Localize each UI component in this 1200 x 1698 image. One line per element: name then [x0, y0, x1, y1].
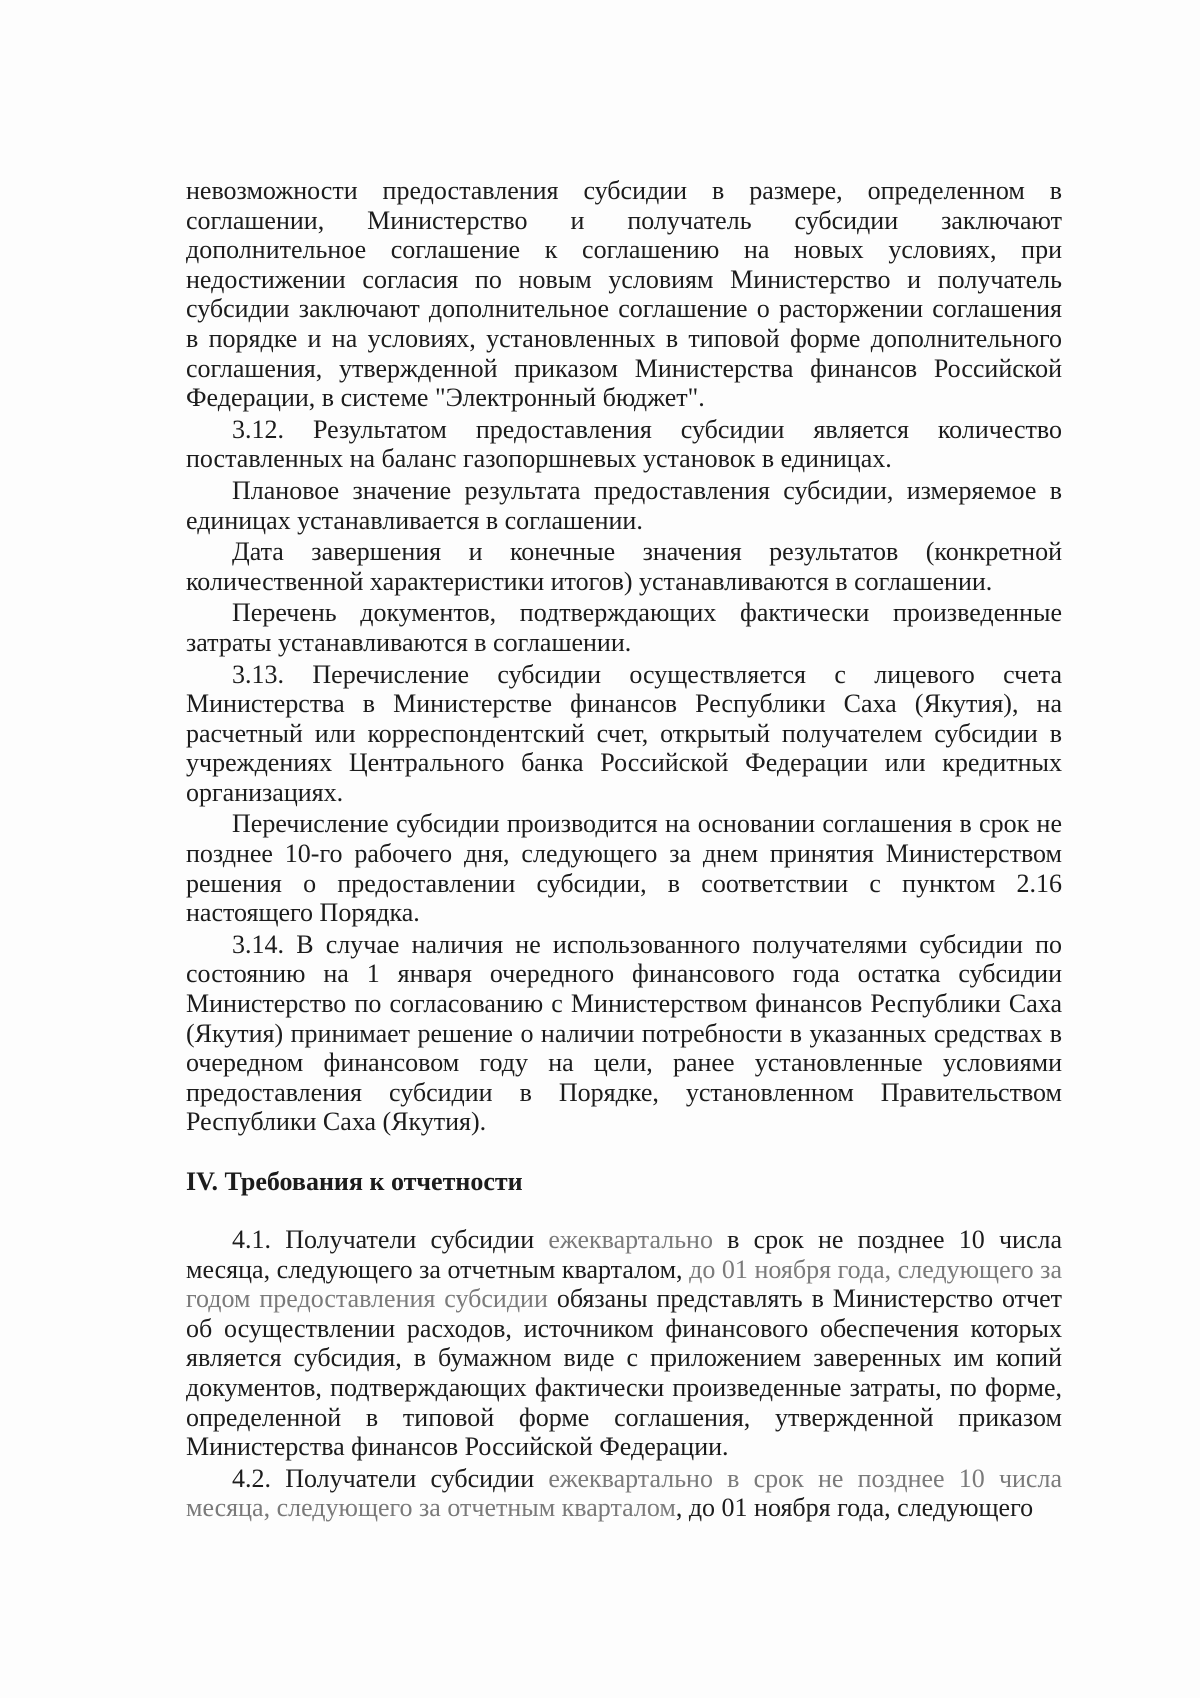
- paragraph-4-1: [186, 1225, 1062, 1462]
- paragraph-4-1-struck-quarterly: ежеквартально: [548, 1225, 713, 1254]
- paragraph-4-2-part-c: , до 01 ноября года, следующего: [675, 1493, 1034, 1523]
- paragraph-3-12: 3.12. Результатом предоставления субсидии является количество поставленных на баланс газопоршневых установок в единицах.: [186, 414, 1062, 474]
- paragraph-4-2-part-a: 4.2. Получатели субсидии: [232, 1463, 549, 1493]
- paragraph-4-2: [186, 1464, 1062, 1523]
- paragraph-planned-value: Плановое значение результата предоставления субсидии, измеряемое в единицах устанавливается в соглашении.: [186, 475, 1062, 535]
- paragraph-4-1-part-c: в срок не позднее 10 числа месяца, следующего за отчетным кварталом,: [186, 1225, 1062, 1284]
- paragraph-transfer-terms: Перечисление субсидии производится на основании соглашения в срок не позднее 10-го рабочего дня, следующего за днем принятия Министерством решения о предоставлении субсидии, в соответствии с пунктом 2.16 настоящего Порядка.: [186, 809, 1062, 928]
- paragraph-4-1-part-a: 4.1. Получатели субсидии: [232, 1225, 549, 1254]
- paragraph-3-13: 3.13. Перечисление субсидии осуществляется с лицевого счета Министерства в Министерстве финансов Республики Саха (Якутия), на расчетный или корреспондентский счет, открытый получателем субсидии в учреждениях Центрального банка Российской Федерации или кредитных организациях.: [186, 659, 1062, 807]
- document-body: [186, 176, 1062, 1523]
- section-heading: IV. Требования к отчетности: [186, 1167, 523, 1196]
- paragraph-completion-date: Дата завершения и конечные значения результатов (конкретной количественной характеристики итогов) устанавливаются в соглашении.: [186, 537, 1062, 596]
- paragraph-4-1-part-e: обязаны представлять в Министерство отчет об осуществлении расходов, источником финансового обеспечения которых является субсидия, в бумажном виде с приложением заверенных им копий документов, подтверждающих фактически произведенные затраты, по форме, определенной в типовой форме соглашения, утвержденной приказом Министерства финансов Российской Федерации.: [186, 1284, 1063, 1462]
- paragraph-continuation: невозможности предоставления субсидии в размере, определенном в соглашении, Министерство и получатель субсидии заключают дополнительное соглашение к соглашению на новых условиях, при недостижении согласия по новым условиям Министерство и получатель субсидии заключают дополнительное соглашение о расторжении соглашения в порядке и на условиях, установленных в типовой форме дополнительного соглашения, утвержденной приказом Министерства финансов Российской Федерации, в системе "Электронный бюджет".: [186, 176, 1062, 413]
- paragraph-3-14: 3.14. В случае наличия не использованного получателями субсидии по состоянию на 1 января очередного финансового года остатка субсидии Министерство по согласованию с Министерством финансов Республики Саха (Якутия) принимает решение о наличии потребности в указанных средствах в очередном финансовом году на цели, ранее установленные условиями предоставления субсидии в Порядке, установленном Правительством Республики Саха (Якутия).: [186, 929, 1062, 1137]
- paragraph-4-1-struck-deadline: до 01 ноября года, следующего за годом предоставления субсидии: [186, 1254, 1062, 1314]
- paragraph-documents-list: Перечень документов, подтверждающих фактически произведенные затраты устанавливаются в соглашении.: [186, 598, 1062, 657]
- paragraph-4-2-struck-quarterly: ежеквартально в срок не позднее 10 числа месяца, следующего за отчетным кварталом: [186, 1463, 1062, 1523]
